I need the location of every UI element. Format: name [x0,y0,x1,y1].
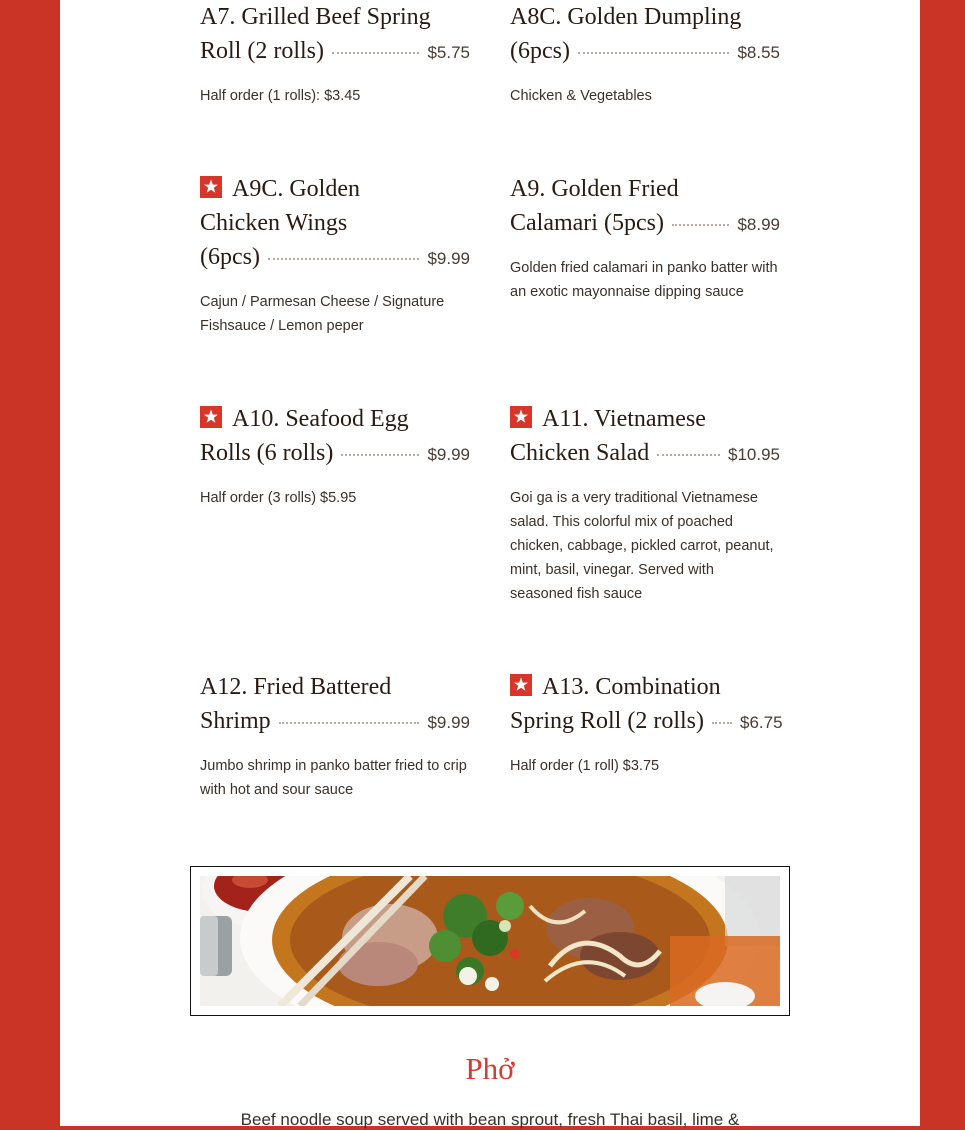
menu-item-price-row [200,704,470,740]
menu-item-price-row [200,436,470,472]
menu-item-name-line [510,172,780,206]
menu-item-name-text: Roll (2 rolls) [200,38,324,64]
menu-item-price-row [510,436,780,472]
menu-item-name-text: A10. Seafood Egg [232,406,409,432]
menu-item-name-text: A9. Golden Fried [510,176,679,202]
menu-item-name-text: Calamari (5pcs) [510,210,664,236]
menu-item-name-text: Rolls (6 rolls) [200,440,334,466]
menu-item-name-text: Chicken Wings [200,210,348,236]
menu-item-price-row [510,206,780,242]
menu-item-name-text: (6pcs) [200,244,260,270]
menu-item-description: Goi ga is a very traditional Vietnamese salad. This colorful mix of poached chicken, cabbage, pickled carrot, peanut, mint, basil, vinegar. Served with seasoned fish sauce [510,490,774,602]
menu-item-name-text: Chicken Salad [510,440,650,466]
menu-item-price: $9.99 [427,445,470,464]
menu-item-price: $6.75 [740,713,783,732]
menu-item-a7 [200,0,470,108]
menu-item-price: $10.95 [728,445,780,464]
menu-item-price: $9.99 [427,249,470,268]
dotted-leader [578,52,729,54]
menu-item-price: $8.55 [737,43,780,62]
menu-item-name-text: A11. Vietnamese [542,406,706,432]
menu-item-description: Jumbo shrimp in panko batter fried to crip with hot and sour sauce [200,758,467,798]
menu-item-name-text: (6pcs) [510,38,570,64]
pho-bowl-photo [200,876,780,1006]
dotted-leader [712,722,732,724]
star-badge-icon [200,176,222,198]
menu-item-price: $5.75 [427,43,470,62]
menu-item-name-text: A8C. Golden Dumpling [510,4,742,30]
dotted-leader [268,258,419,260]
menu-item-a12 [200,670,470,802]
dotted-leader [279,722,420,724]
star-badge-icon [510,406,532,428]
menu-item-name-line [200,206,470,240]
menu-item-price-row [200,240,470,276]
menu-item-description: Half order (3 rolls) $5.95 [200,490,357,506]
menu-item-name-text: Shrimp [200,708,271,734]
menu-item-description: Half order (1 roll) $3.75 [510,758,660,774]
menu-item-name-text: Spring Roll (2 rolls) [510,708,705,734]
menu-item-name-text: A9C. Golden [232,176,360,202]
menu-item-name-line [510,402,780,436]
star-badge-icon [200,406,222,428]
menu-item-price: $9.99 [427,713,470,732]
menu-item-name-text: A13. Combination [542,674,721,700]
menu-item-name-line [200,402,470,436]
menu-item-name-line [200,0,470,34]
menu-item-a11 [510,402,780,606]
dotted-leader [341,454,419,456]
menu-item-price-row [510,34,780,70]
section-title-pho: Phở [465,1051,515,1086]
menu-item-price-row [510,704,783,740]
menu-item-name-line [200,670,470,704]
menu-item-description: Cajun / Parmesan Cheese / Signature Fishsauce / Lemon peper [200,294,445,334]
menu-item-a10 [200,402,470,510]
menu-item-name-line [510,670,780,704]
menu-item-a9 [510,172,780,304]
dotted-leader [672,224,730,226]
menu-item-name-text: A7. Grilled Beef Spring [200,4,431,30]
menu-item-description: Golden fried calamari in panko batter with an exotic mayonnaise dipping sauce [510,260,778,300]
menu-item-a9c [200,172,470,338]
dotted-leader [657,454,720,456]
menu-item-name-text: A12. Fried Battered [200,674,392,700]
menu-item-name-line [200,172,470,206]
menu-item-description: Chicken & Vegetables [510,88,652,104]
section-description: Beef noodle soup served with bean sprout, fresh Thai basil, lime & [240,1110,740,1129]
menu-item-description: Half order (1 rolls): $3.45 [200,88,361,104]
menu-item-a8c [510,0,780,108]
menu-item-price-row [200,34,470,70]
menu-item-a13 [510,670,783,778]
star-badge-icon [510,674,532,696]
menu-item-price: $8.99 [737,215,780,234]
menu-item-name-line [510,0,780,34]
dotted-leader [332,52,419,54]
pho-photo-frame [190,866,790,1016]
